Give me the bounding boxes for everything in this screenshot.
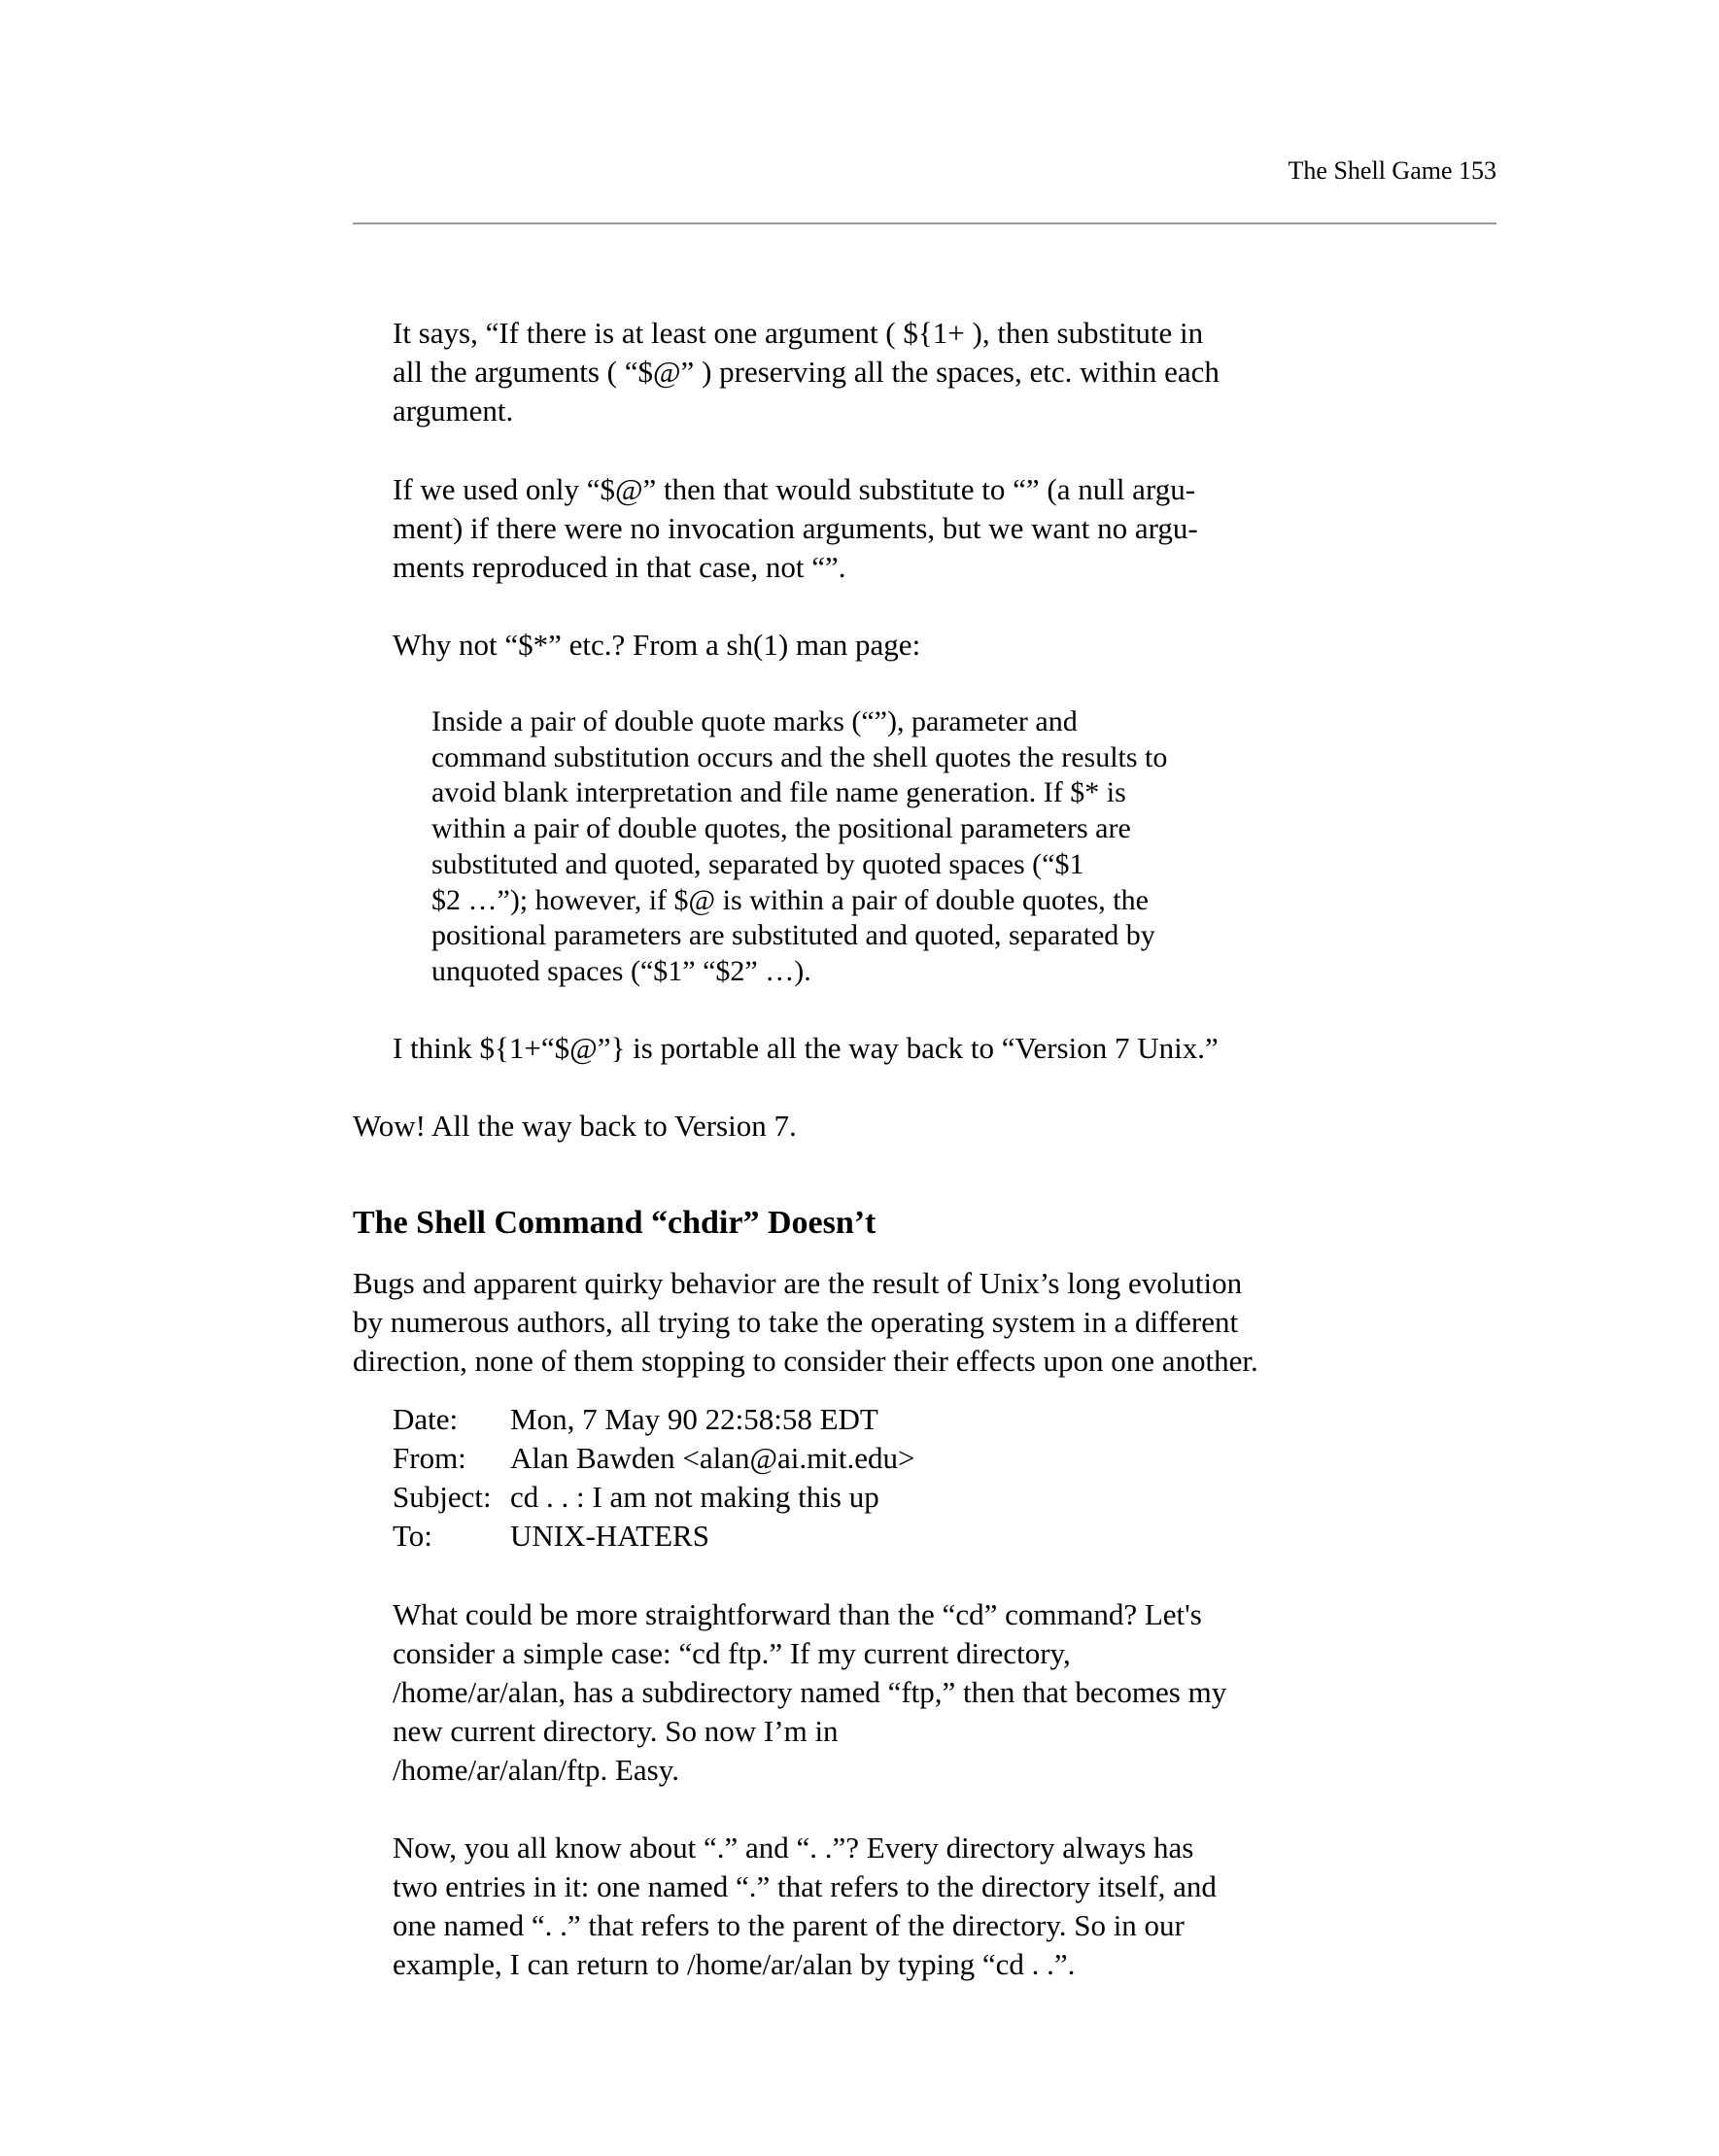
paragraph-argument-substitution [393,314,1220,430]
text-line: Inside a pair of double quote marks (“”), parameter and [431,705,1078,737]
text-line: command substitution occurs and the shell quotes the results to [431,740,1168,773]
text-line: direction, none of them stopping to consider their effects upon one another. [353,1344,1258,1378]
text-line: by numerous authors, all trying to take the operating system in a different [353,1305,1239,1339]
email-body-paragraph-cd [393,1595,1226,1790]
email-header-value: Mon, 7 May 90 22:58:58 EDT [510,1402,878,1436]
email-header-label: Date: [393,1402,459,1436]
text-line: argument. [393,394,514,428]
email-header-subject [393,1478,914,1517]
email-header-value: UNIX-HATERS [510,1519,709,1553]
paragraph-intro [353,1264,1258,1381]
text-line: one named “. .” that refers to the parent of the directory. So in our [393,1908,1185,1942]
text-line: consider a simple case: “cd ftp.” If my current directory, [393,1636,1071,1670]
text-line: avoid blank interpretation and file name generation. If $* is [431,776,1126,809]
email-header-label: Subject: [393,1480,492,1514]
text-line: all the arguments ( “$@” ) preserving all the spaces, etc. within each [393,355,1220,389]
email-header-label: To: [393,1519,432,1553]
email-header-from [393,1439,914,1478]
text-line: Bugs and apparent quirky behavior are the result of Unix’s long evolution [353,1266,1243,1300]
email-body-paragraph-dot-entries [393,1829,1217,1984]
text-line: ments reproduced in that case, not “”. [393,550,846,584]
text-line: ment) if there were no invocation arguments, but we want no argu- [393,511,1198,545]
text-line: example, I can return to /home/ar/alan by typing “cd . .”. [393,1947,1076,1981]
email-header [393,1400,914,1556]
text-line: Now, you all know about “.” and “. .”? Every directory always has [393,1831,1194,1865]
header-rule [353,222,1496,224]
running-head: The Shell Game 153 [1288,156,1496,185]
text-line: $2 …”); however, if $@ is within a pair of double quotes, the [431,883,1149,916]
text-line: /home/ar/alan, has a subdirectory named “ftp,” then that becomes my [393,1675,1227,1709]
manpage-quote [431,704,1167,990]
text-line: If we used only “$@” then that would substitute to “” (a null argu- [393,472,1196,506]
section-heading: The Shell Command “chdir” Doesn’t [353,1205,877,1241]
text-line: unquoted spaces (“$1” “$2” …). [431,954,811,987]
paragraph-why-not [393,626,920,665]
paragraph-wow [353,1107,797,1146]
email-header-value: cd . . : I am not making this up [510,1480,879,1514]
email-header-date [393,1400,914,1439]
email-header-value: Alan Bawden <alan@ai.mit.edu> [510,1441,915,1475]
text-line: within a pair of double quotes, the positional parameters are [431,812,1131,845]
text-line: I think ${1+“$@”} is portable all the way back to “Version 7 Unix.” [393,1031,1219,1065]
text-line: positional parameters are substituted and quoted, separated by [431,919,1155,952]
email-header-label: From: [393,1441,466,1475]
text-line: Why not “$*” etc.? From a sh(1) man page: [393,628,921,662]
email-header-to [393,1517,914,1556]
text-line: What could be more straightforward than the “cd” command? Let's [393,1597,1202,1631]
text-line: substituted and quoted, separated by quoted spaces (“$1 [431,847,1084,880]
text-line: two entries in it: one named “.” that refers to the directory itself, and [393,1869,1217,1903]
text-line: new current directory. So now I’m in [393,1714,839,1748]
text-line: /home/ar/alan/ftp. Easy. [393,1753,679,1787]
paragraph-portable [393,1029,1219,1068]
text-line: It says, “If there is at least one argument ( ${1+ ), then substitute in [393,316,1204,350]
paragraph-null-argument [393,470,1198,587]
text-line: Wow! All the way back to Version 7. [353,1109,797,1143]
